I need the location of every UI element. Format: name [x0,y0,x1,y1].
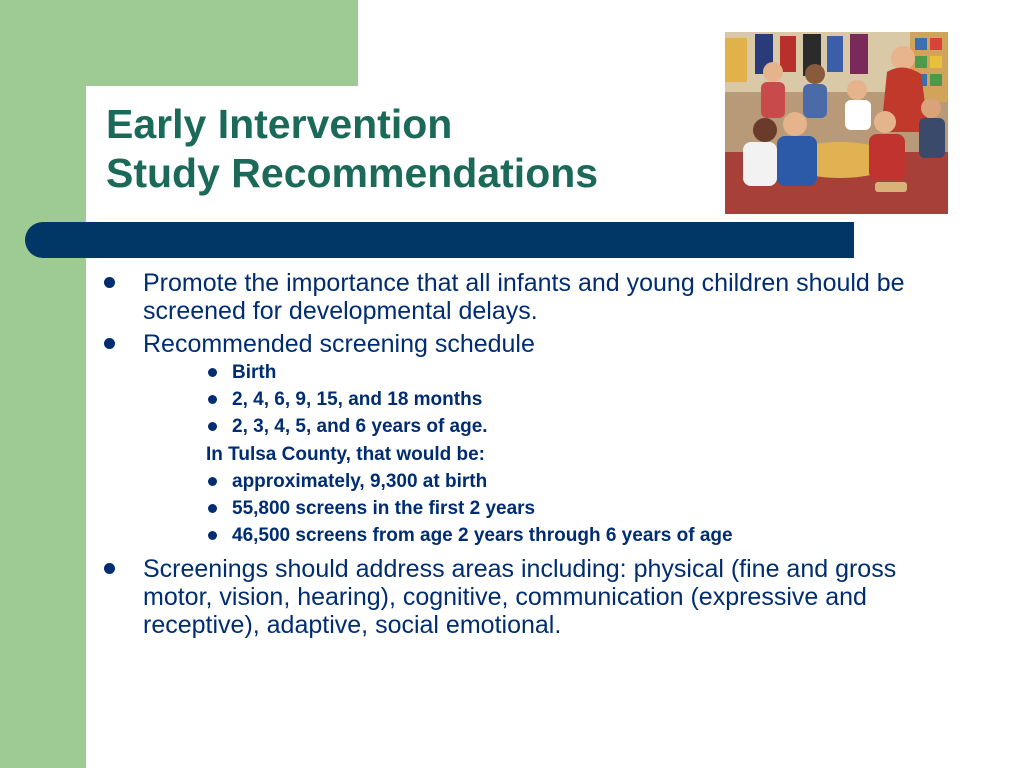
sub-bullet-dot [208,477,217,486]
bullet-text: Promote the importance that all infants and young children should be screened for developmental delays. [143,269,905,325]
bullet-dot [104,563,115,574]
title-line-1: Early Intervention [106,101,453,147]
bullet-dot [104,277,115,288]
sub-bullet-dot [208,422,217,431]
sub-bullet-dot [208,531,217,540]
sub-bullet-text: 55,800 screens in the first 2 years [232,498,536,519]
bullet-dot [104,338,115,349]
bullet-text: Screenings should address areas including: physical (fine and gross motor, vision, hearing), cognitive, communication (expressive and receptive), adaptive, social emotional. [143,555,897,639]
sub-bullet-text: 2, 4, 6, 9, 15, and 18 months [232,389,483,410]
sub-bullet-dot [208,395,217,404]
sub-bullet-text: 2, 3, 4, 5, and 6 years of age. [232,416,488,437]
sub-bullet-text: Birth [232,362,277,383]
sub-bullet-text: 46,500 screens from age 2 years through 6 years of age [232,525,733,546]
bullet-text: Recommended screening schedule [143,330,535,358]
sub-bullet-text: approximately, 9,300 at birth [232,471,488,492]
sub-bullet-dot [208,368,217,377]
title-line-2: Study Recommendations [106,150,599,196]
sub-bullet-dot [208,504,217,513]
tulsa-heading: In Tulsa County, that would be: [206,444,485,465]
